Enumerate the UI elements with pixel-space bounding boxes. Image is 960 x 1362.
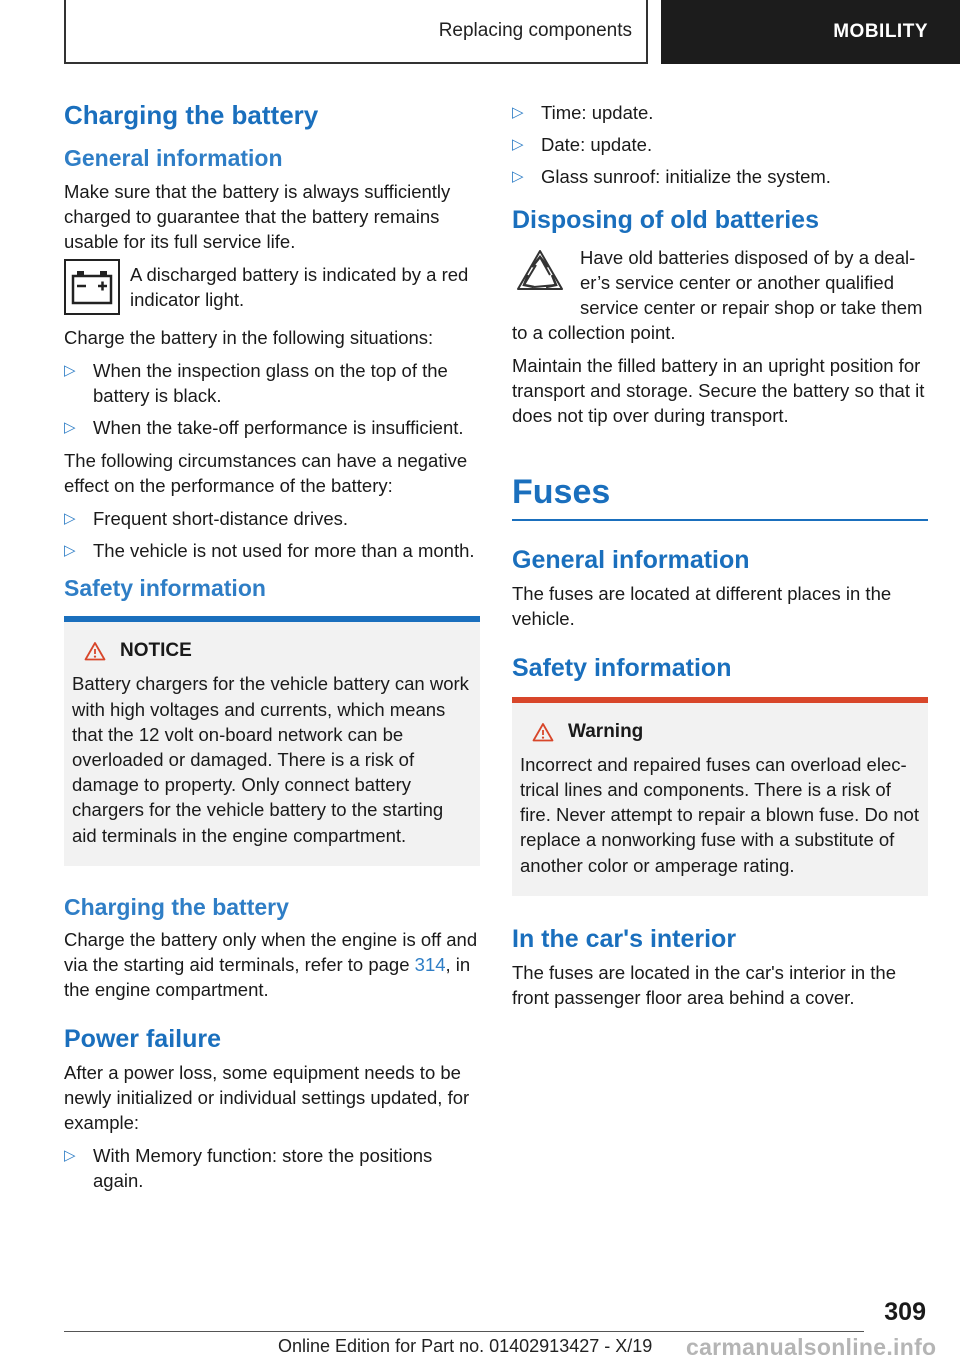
list-item: ▷ The vehicle is not used for more than a month. bbox=[64, 539, 475, 561]
list-item: ▷ When the inspection glass on the top of the battery is black. bbox=[64, 359, 448, 406]
power-failure-list bbox=[64, 1143, 480, 1193]
subheading-disposing-batteries: Disposing of old batteries bbox=[512, 206, 819, 234]
subheading-fuses-safety-information: Safety information bbox=[512, 653, 732, 682]
subheading-charging-the-battery: Charging the battery bbox=[64, 893, 289, 920]
watermark: carmanualsonline.info bbox=[686, 1334, 937, 1360]
subheading-power-failure: Power failure bbox=[64, 1025, 221, 1054]
triangle-bullet-icon: ▷ bbox=[64, 1147, 76, 1165]
list-item: ▷ Frequent short-distance drives. bbox=[64, 507, 349, 529]
header-section-tab bbox=[64, 0, 648, 64]
triangle-bullet-icon: ▷ bbox=[512, 104, 524, 121]
warning-title: Warning bbox=[568, 720, 644, 742]
triangle-bullet-icon: ▷ bbox=[512, 136, 524, 153]
notice-box bbox=[64, 616, 480, 865]
header-chapter-tab bbox=[661, 0, 960, 64]
page-number: 309 bbox=[884, 1298, 926, 1326]
interior-text: The fuses are located in the car's interior in the front passenger floor area behind a cover. bbox=[512, 961, 897, 1008]
warning-triangle-icon bbox=[84, 641, 106, 661]
list-item: ▷ When the take-off performance is insufficient. bbox=[64, 416, 464, 438]
battery-indicator-text: A discharged battery is indicated by a red indicator light. bbox=[130, 263, 469, 310]
general-text: Make sure that the battery is always sufficiently charged to guarantee that the battery remains usable for its full service life. bbox=[64, 180, 451, 252]
recycle-icon bbox=[512, 245, 568, 301]
circumstances-intro: The following circumstances can have a negative effect on the performance of the battery: bbox=[64, 449, 468, 496]
disposing-text: Have old batteries disposed of by a dealer’s service center or another qualified service center or repair shop or take them to a collection point. bbox=[512, 247, 923, 343]
warning-triangle-icon bbox=[532, 722, 554, 742]
page-reference-link[interactable]: 314 bbox=[414, 954, 446, 976]
notice-title-row bbox=[72, 640, 472, 662]
warning-text: Incorrect and repaired fuses can overload electrical lines and components. There is a risk of fire. Never attempt to repair a blown fuse. Do not replace a nonworking fuse with a substitute of another color or amperage rating. bbox=[520, 753, 919, 876]
circumstances-list bbox=[64, 506, 480, 563]
left-column bbox=[64, 100, 480, 1201]
warning-box bbox=[512, 697, 928, 896]
power-failure-text: After a power loss, some equipment needs to be newly initialized or individual settings updated, for example: bbox=[64, 1062, 470, 1134]
triangle-bullet-icon: ▷ bbox=[64, 509, 76, 527]
charging-text: Charge the battery only when the engine is off and via the starting aid terminals, refer to page 314, in the engine compartment. bbox=[64, 929, 478, 1001]
disposing-block bbox=[512, 245, 928, 353]
subheading-general-information: General information bbox=[64, 145, 283, 172]
triangle-bullet-icon: ▷ bbox=[512, 168, 524, 185]
notice-title: NOTICE bbox=[120, 640, 192, 662]
header-section-title: Replacing components bbox=[438, 20, 632, 41]
subheading-fuses-general-information: General information bbox=[512, 545, 750, 574]
notice-text: Battery chargers for the vehicle battery can work with high voltages and currents, which means that the 12 volt on-board network can be overloaded or damaged. There is a risk of damage to property. Only connect battery chargers for the vehicle battery to the starting aid terminals in the engine compartment. bbox=[72, 673, 469, 846]
section-title-charging: Charging the battery bbox=[64, 100, 319, 130]
battery-indicator-icon bbox=[64, 259, 120, 315]
footer-edition: Online Edition for Part no. 01402913427 - X/19 bbox=[278, 1336, 653, 1356]
list-item: ▷ Glass sunroof: initialize the system. bbox=[512, 166, 831, 187]
disposing-text-2: Maintain the filled battery in an upright position for transport and storage. Secure the battery so that it does not tip over during transport. bbox=[512, 355, 925, 426]
list-item: ▷ With Memory function: store the positions again. bbox=[64, 1145, 433, 1192]
warning-title-row bbox=[520, 721, 920, 743]
triangle-bullet-icon: ▷ bbox=[64, 541, 76, 559]
situations-list bbox=[64, 358, 480, 440]
footer-divider bbox=[64, 1331, 864, 1332]
header-chapter-title: MOBILITY bbox=[833, 21, 928, 42]
power-failure-list-continued bbox=[512, 100, 928, 189]
subheading-safety-information: Safety information bbox=[64, 574, 266, 601]
situations-intro: Charge the battery in the following situations: bbox=[64, 326, 434, 348]
right-column bbox=[512, 100, 928, 1018]
battery-indicator-row bbox=[64, 262, 480, 315]
subheading-car-interior: In the car's interior bbox=[512, 924, 737, 953]
list-item: ▷ Time: update. bbox=[512, 102, 654, 123]
fuses-general-text: The fuses are located at different places in the vehicle. bbox=[512, 582, 892, 629]
triangle-bullet-icon: ▷ bbox=[64, 361, 76, 379]
list-item: ▷ Date: update. bbox=[512, 134, 653, 155]
chapter-heading-fuses: Fuses bbox=[512, 472, 928, 521]
triangle-bullet-icon: ▷ bbox=[64, 418, 76, 436]
